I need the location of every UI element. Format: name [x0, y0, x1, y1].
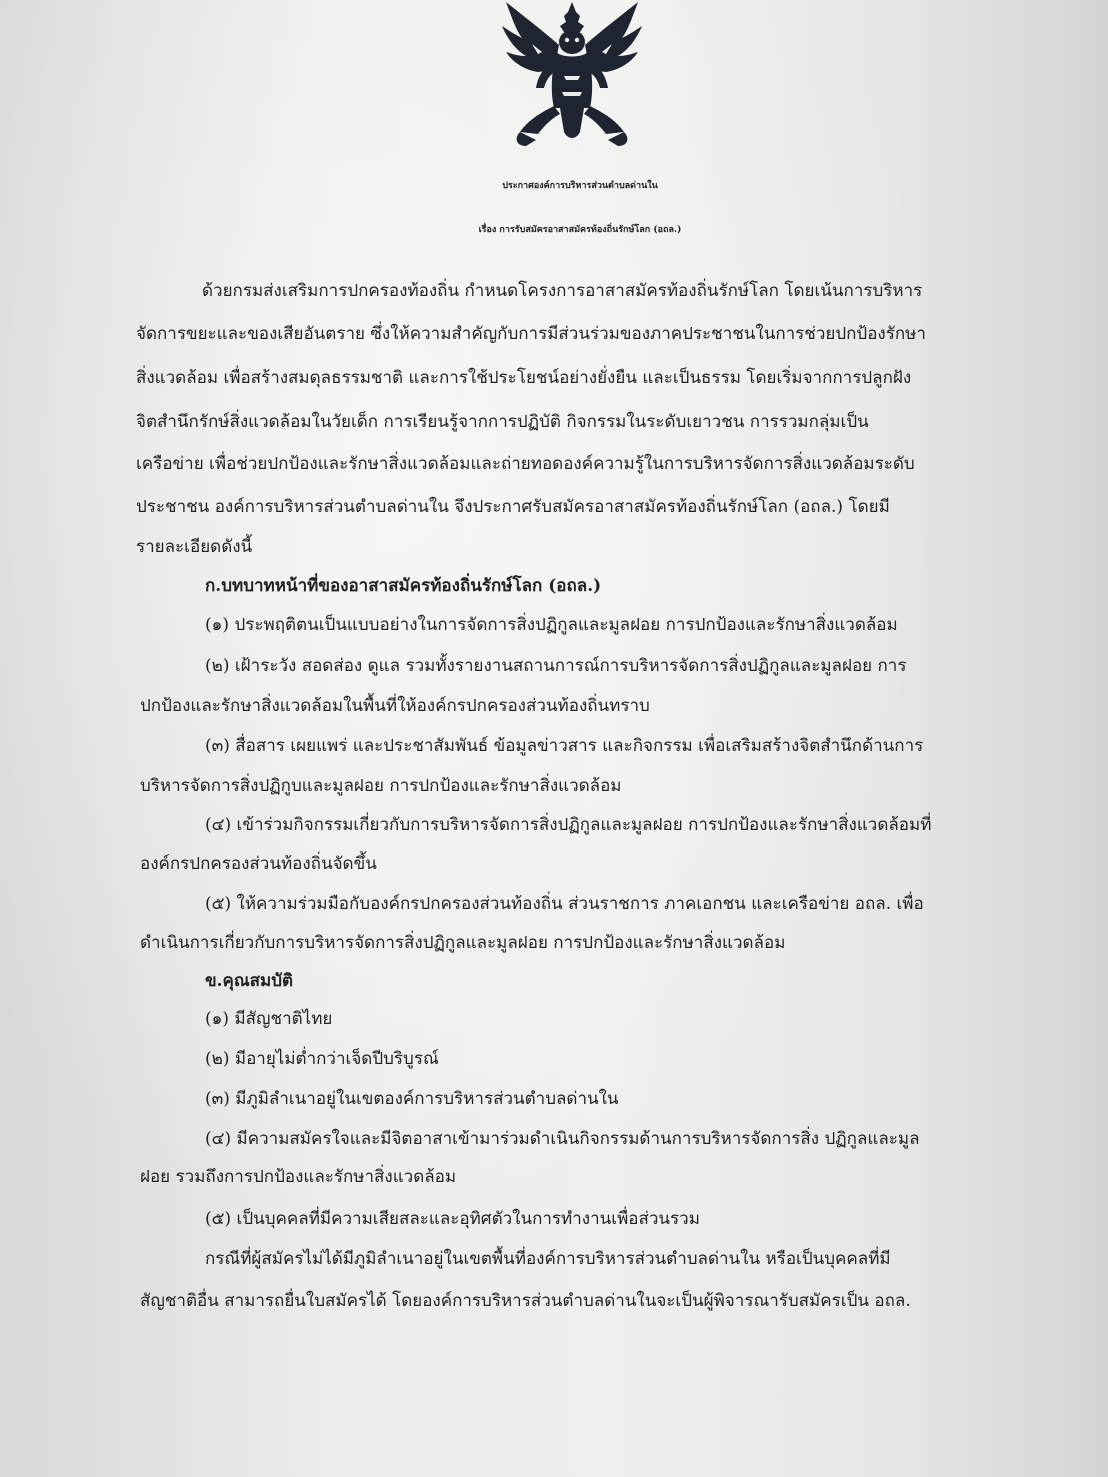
- garuda-emblem-icon: [492, 0, 652, 150]
- section-b-line: (๑) มีสัญชาติไทย: [205, 1009, 333, 1029]
- section-b-heading: ข.คุณสมบัติ: [205, 971, 294, 991]
- intro-line: เครือข่าย เพื่อช่วยปกป้องและรักษาสิ่งแวดล้อมและถ่ายทอดองค์ความรู้ในการบริหารจัดการสิ่งแวดล้อมระดับ: [136, 454, 915, 474]
- section-a-line: ดำเนินการเกี่ยวกับการบริหารจัดการสิ่งปฏิกูลและมูลฝอย การปกป้องและรักษาสิ่งแวดล้อม: [140, 933, 786, 953]
- intro-line: ประชาชน องค์การบริหารส่วนตำบลด่านใน จึงประกาศรับสมัครอาสาสมัครท้องถิ่นรักษ์โลก (อถล.) โดยมี: [136, 497, 890, 517]
- section-a-line: (๑) ประพฤติตนเป็นแบบอย่างในการจัดการสิ่งปฏิกูลและมูลฝอย การปกป้องและรักษาสิ่งแวดล้อม: [205, 615, 898, 635]
- document-subject: เรื่อง การรับสมัครอาสาสมัครท้องถิ่นรักษ์โลก (อถล.): [478, 225, 682, 235]
- intro-line: จัดการขยะและของเสียอันตราย ซึ่งให้ความสำคัญกับการมีส่วนร่วมของภาคประชาชนในการช่วยปกป้องรักษา: [136, 324, 926, 344]
- intro-line: สิ่งแวดล้อม เพื่อสร้างสมดุลธรรมชาติ และการใช้ประโยชน์อย่างยั่งยืน และเป็นธรรม โดยเริ่มจากการปลูกฝัง: [136, 368, 912, 388]
- closing-line: กรณีที่ผู้สมัครไม่ได้มีภูมิลำเนาอยู่ในเขตพื้นที่องค์การบริหารส่วนตำบลด่านใน หรือเป็นบุคคลที่มี: [205, 1249, 891, 1269]
- section-b-line: (๓) มีภูมิลำเนาอยู่ในเขตองค์การบริหารส่วนตำบลด่านใน: [205, 1089, 619, 1109]
- section-b-line: (๕) เป็นบุคคลที่มีความเสียสละและอุทิศตัวในการทำงานเพื่อส่วนรวม: [205, 1209, 700, 1229]
- document-title: ประกาศองค์การบริหารส่วนตำบลด่านใน: [502, 181, 658, 191]
- closing-line: สัญชาติอื่น สามารถยื่นใบสมัครได้ โดยองค์การบริหารส่วนตำบลด่านในจะเป็นผู้พิจารณารับสมัครเป็น อถล.: [140, 1291, 911, 1311]
- section-a-line: บริหารจัดการสิ่งปฏิกูบและมูลฝอย การปกป้องและรักษาสิ่งแวดล้อม: [140, 776, 622, 796]
- intro-line: รายละเอียดดังนี้: [136, 537, 253, 557]
- section-a-heading: ก.บทบาทหน้าที่ของอาสาสมัครท้องถิ่นรักษ์โลก (อถล.): [205, 576, 602, 596]
- section-b-line: (๒) มีอายุไม่ต่ำกว่าเจ็ดปีบริบูรณ์: [205, 1049, 439, 1069]
- section-a-line: องค์กรปกครองส่วนท้องถิ่นจัดขึ้น: [140, 854, 377, 874]
- intro-line: จิตสำนึกรักษ์สิ่งแวดล้อมในวัยเด็ก การเรียนรู้จากการปฏิบัติ กิจกรรมในระดับเยาวชน การรวมกลุ่มเป็น: [136, 412, 869, 432]
- section-b-line: (๔) มีความสมัครใจและมีจิตอาสาเข้ามาร่วมดำเนินกิจกรรมด้านการบริหารจัดการสิ่ง ปฏิกูลและมูล: [205, 1129, 920, 1149]
- section-a-line: (๓) สื่อสาร เผยแพร่ และประชาสัมพันธ์ ข้อมูลข่าวสาร และกิจกรรม เพื่อเสริมสร้างจิตสำนึกด้านการ: [205, 736, 924, 756]
- section-a-line: ปกป้องและรักษาสิ่งแวดล้อมในพื้นที่ให้องค์กรปกครองส่วนท้องถิ่นทราบ: [140, 696, 650, 716]
- intro-line: ด้วยกรมส่งเสริมการปกครองท้องถิ่น กำหนดโครงการอาสาสมัครท้องถิ่นรักษ์โลก โดยเน้นการบริหาร: [202, 281, 923, 301]
- section-a-line: (๒) เฝ้าระวัง สอดส่อง ดูแล รวมทั้งรายงานสถานการณ์การบริหารจัดการสิ่งปฏิกูลและมูลฝอย การ: [205, 656, 907, 676]
- section-a-line: (๔) เข้าร่วมกิจกรรมเกี่ยวกับการบริหารจัดการสิ่งปฏิกูลและมูลฝอย การปกป้องและรักษาสิ่งแวดล้อมที่: [205, 815, 932, 835]
- section-a-line: (๕) ให้ความร่วมมือกับองค์กรปกครองส่วนท้องถิ่น ส่วนราชการ ภาคเอกชน และเครือข่าย อถล. เพื่อ: [205, 894, 924, 914]
- section-b-line: ฝอย รวมถึงการปกป้องและรักษาสิ่งแวดล้อม: [140, 1167, 457, 1187]
